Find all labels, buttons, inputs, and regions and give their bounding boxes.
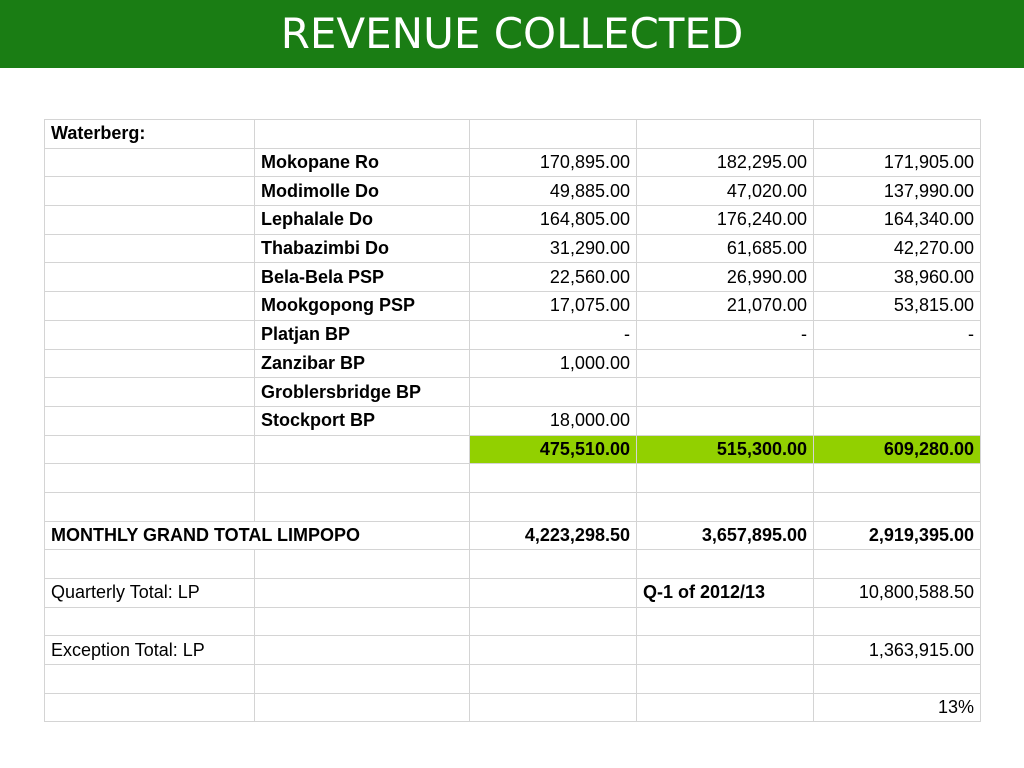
month2-value[interactable] (637, 406, 814, 435)
quarterly-label[interactable]: Quarterly Total: LP (45, 579, 255, 608)
table-cell[interactable] (45, 607, 255, 636)
table-row (45, 665, 981, 694)
table-cell[interactable] (814, 550, 981, 579)
month1-value[interactable]: 17,075.00 (470, 292, 637, 321)
table-cell[interactable] (45, 550, 255, 579)
table-cell[interactable] (255, 550, 470, 579)
table-cell[interactable] (255, 665, 470, 694)
table-cell[interactable] (45, 349, 255, 378)
table-cell[interactable] (637, 607, 814, 636)
table-cell[interactable] (470, 607, 637, 636)
percentage-row (45, 693, 981, 722)
month2-value[interactable] (637, 378, 814, 407)
grand-total-label[interactable]: MONTHLY GRAND TOTAL LIMPOPO (45, 521, 470, 550)
table-cell[interactable] (45, 177, 255, 206)
table-cell[interactable] (814, 607, 981, 636)
table-cell[interactable] (45, 435, 255, 464)
table-row (45, 406, 981, 435)
table-cell[interactable] (470, 693, 637, 722)
month2-value[interactable]: 182,295.00 (637, 148, 814, 177)
office-name[interactable]: Lephalale Do (255, 206, 470, 235)
table-cell[interactable] (45, 665, 255, 694)
table-cell[interactable] (255, 435, 470, 464)
month3-value[interactable]: 164,340.00 (814, 206, 981, 235)
table-cell[interactable] (45, 378, 255, 407)
table-cell[interactable] (470, 550, 637, 579)
table-cell[interactable] (470, 636, 637, 665)
month3-value[interactable]: 137,990.00 (814, 177, 981, 206)
table-row (45, 492, 981, 521)
table-cell[interactable] (255, 607, 470, 636)
office-name[interactable]: Modimolle Do (255, 177, 470, 206)
month2-value[interactable]: 47,020.00 (637, 177, 814, 206)
table-cell[interactable] (637, 120, 814, 149)
month3-value[interactable]: - (814, 320, 981, 349)
table-cell[interactable] (255, 579, 470, 608)
quarterly-total[interactable]: 10,800,588.50 (814, 579, 981, 608)
month3-value[interactable] (814, 349, 981, 378)
office-name[interactable]: Bela-Bela PSP (255, 263, 470, 292)
month2-value[interactable]: - (637, 320, 814, 349)
grand-total-month2[interactable]: 3,657,895.00 (637, 521, 814, 550)
month2-value[interactable]: 21,070.00 (637, 292, 814, 321)
office-name[interactable]: Stockport BP (255, 406, 470, 435)
exception-total[interactable]: 1,363,915.00 (814, 636, 981, 665)
month3-value[interactable] (814, 378, 981, 407)
table-row (45, 148, 981, 177)
page-title: REVENUE COLLECTED (280, 9, 744, 58)
table-cell[interactable] (45, 693, 255, 722)
table-cell[interactable] (255, 492, 470, 521)
table-row (45, 349, 981, 378)
month1-value[interactable]: - (470, 320, 637, 349)
subtotal-month2[interactable]: 515,300.00 (637, 435, 814, 464)
month3-value[interactable]: 171,905.00 (814, 148, 981, 177)
table-row (45, 607, 981, 636)
month1-value[interactable]: 1,000.00 (470, 349, 637, 378)
month1-value[interactable]: 31,290.00 (470, 234, 637, 263)
month2-value[interactable]: 26,990.00 (637, 263, 814, 292)
table-cell[interactable] (255, 464, 470, 493)
office-name[interactable]: Platjan BP (255, 320, 470, 349)
table-row (45, 320, 981, 349)
table-cell[interactable] (45, 406, 255, 435)
table-cell[interactable] (814, 464, 981, 493)
subtotal-row (45, 435, 981, 464)
month3-value[interactable]: 38,960.00 (814, 263, 981, 292)
month1-value[interactable]: 164,805.00 (470, 206, 637, 235)
table-cell[interactable] (470, 492, 637, 521)
month1-value[interactable]: 170,895.00 (470, 148, 637, 177)
revenue-table (44, 119, 981, 722)
table-cell[interactable] (45, 320, 255, 349)
quarterly-row (45, 579, 981, 608)
office-name[interactable]: Zanzibar BP (255, 349, 470, 378)
office-name[interactable]: Groblersbridge BP (255, 378, 470, 407)
month1-value[interactable] (470, 378, 637, 407)
month3-value[interactable]: 53,815.00 (814, 292, 981, 321)
table-row (45, 263, 981, 292)
month2-value[interactable] (637, 349, 814, 378)
table-cell[interactable] (470, 579, 637, 608)
table-cell[interactable] (814, 665, 981, 694)
table-cell[interactable] (470, 665, 637, 694)
quarter-period[interactable]: Q-1 of 2012/13 (637, 579, 814, 608)
table-cell[interactable] (45, 464, 255, 493)
table-cell[interactable] (470, 464, 637, 493)
table-cell[interactable] (637, 550, 814, 579)
region-label[interactable]: Waterberg: (45, 120, 255, 149)
table-cell[interactable] (637, 464, 814, 493)
table-cell[interactable] (45, 234, 255, 263)
grand-total-row (45, 521, 981, 550)
table-row (45, 464, 981, 493)
table-cell[interactable] (637, 636, 814, 665)
month3-value[interactable]: 42,270.00 (814, 234, 981, 263)
month1-value[interactable]: 49,885.00 (470, 177, 637, 206)
grand-total-month1[interactable]: 4,223,298.50 (470, 521, 637, 550)
exception-row (45, 636, 981, 665)
month2-value[interactable]: 176,240.00 (637, 206, 814, 235)
table-row (45, 120, 981, 149)
office-name[interactable]: Mokopane Ro (255, 148, 470, 177)
exception-percentage[interactable]: 13% (814, 693, 981, 722)
table-row (45, 234, 981, 263)
office-name[interactable]: Thabazimbi Do (255, 234, 470, 263)
month2-value[interactable]: 61,685.00 (637, 234, 814, 263)
table-cell[interactable] (45, 206, 255, 235)
table-cell[interactable] (45, 148, 255, 177)
table-row (45, 378, 981, 407)
grand-total-month3[interactable]: 2,919,395.00 (814, 521, 981, 550)
table-row (45, 206, 981, 235)
table-cell[interactable] (637, 693, 814, 722)
table-cell[interactable] (255, 120, 470, 149)
month1-value[interactable]: 18,000.00 (470, 406, 637, 435)
subtotal-month3[interactable]: 609,280.00 (814, 435, 981, 464)
table-cell[interactable] (637, 665, 814, 694)
table-cell[interactable] (255, 636, 470, 665)
table-row (45, 292, 981, 321)
table-cell[interactable] (637, 492, 814, 521)
office-name[interactable]: Mookgopong PSP (255, 292, 470, 321)
table-cell[interactable] (814, 492, 981, 521)
table-row (45, 550, 981, 579)
table-cell[interactable] (470, 120, 637, 149)
table-row (45, 177, 981, 206)
title-banner (0, 0, 1024, 68)
month3-value[interactable] (814, 406, 981, 435)
month1-value[interactable]: 22,560.00 (470, 263, 637, 292)
table-cell[interactable] (255, 693, 470, 722)
table-cell[interactable] (45, 292, 255, 321)
table-cell[interactable] (45, 492, 255, 521)
table-cell[interactable] (814, 120, 981, 149)
subtotal-month1[interactable]: 475,510.00 (470, 435, 637, 464)
exception-label[interactable]: Exception Total: LP (45, 636, 255, 665)
table-cell[interactable] (45, 263, 255, 292)
